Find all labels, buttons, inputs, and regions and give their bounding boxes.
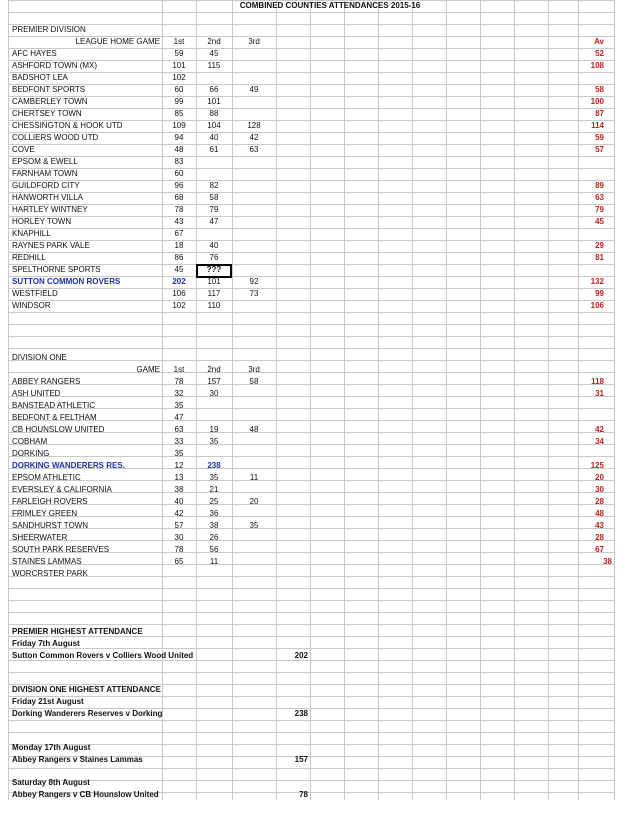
extra1-date: Monday 17th August [12,743,91,752]
premier-row-club: COVE [12,145,35,154]
div1-row-g2: 56 [209,545,219,554]
premier-row-g2: 76 [209,253,219,262]
premier-highest-heading: PREMIER HIGHEST ATTENDANCE [12,627,143,636]
premier-row-avg: 45 [595,217,604,226]
premier-row-g1: 109 [172,121,186,130]
div1-highest-value: 238 [294,709,308,718]
div1-header-g3: 3rd [248,365,260,374]
div1-row-avg: 34 [595,437,604,446]
premier-row-avg: 108 [590,61,604,70]
extra2-value: 78 [299,790,308,799]
div1-row-g1: 42 [174,509,184,518]
premier-row-g1: 18 [174,241,184,250]
div1-row-g2: 30 [209,389,219,398]
div1-row-g1: 35 [174,401,184,410]
premier-row-g2: 88 [209,109,219,118]
premier-row-g1: 60 [174,85,184,94]
div1-header-g2: 2nd [207,365,221,374]
grid-hline [8,768,614,769]
premier-row-club: SUTTON COMMON ROVERS [12,277,121,286]
div1-row-club: DORKING WANDERERS RES. [12,461,125,470]
premier-row-club: COLLIERS WOOD UTD [12,133,99,142]
div1-row-g1: 33 [174,437,184,446]
premier-row-g3: 73 [249,289,259,298]
premier-row-g1: 101 [172,61,186,70]
div1-row-avg: 118 [591,377,604,386]
div1-row-g2: 38 [209,521,219,530]
div1-row-avg: 30 [595,485,604,494]
div1-row-g2: 238 [207,461,221,470]
div1-row-g2: 25 [209,497,219,506]
div1-row-club: COBHAM [12,437,48,446]
premier-row-avg: 87 [595,109,604,118]
premier-row-g1: 96 [174,181,184,190]
div1-row-g3: 11 [249,473,259,482]
premier-row-g3: 42 [249,133,259,142]
div1-row-g3: 58 [249,377,259,386]
grid-hline [8,612,614,613]
premier-row-club: KNAPHILL [12,229,51,238]
grid-hline [8,336,614,337]
div1-row-g1: 12 [174,461,184,470]
extra1-match: Abbey Rangers v Staines Lammas [12,755,143,764]
premier-row-club: AFC HAYES [12,49,57,58]
grid-hline [8,360,614,361]
div1-row-avg: 28 [595,533,604,542]
premier-row-club: BADSHOT LEA [12,73,68,82]
grid-hline [8,324,614,325]
premier-row-g3: 49 [249,85,259,94]
premier-header-g2: 2nd [207,37,221,46]
premier-row-g2: 104 [207,121,221,130]
premier-row-g1: 43 [174,217,184,226]
premier-row-g2: 79 [209,205,219,214]
div1-row-club: ABBEY RANGERS [12,377,81,386]
div1-row-g3: 35 [249,521,259,530]
div1-row-club: WORCRSTER PARK [12,569,88,578]
premier-row-g2: 115 [207,61,221,70]
grid-vline [614,0,615,800]
premier-row-avg: 89 [595,181,604,190]
extra2-match: Abbey Rangers v CB Hounslow United [12,790,159,799]
premier-highest-value: 202 [294,651,308,660]
div1-row-club: FARLEIGH ROVERS [12,497,88,506]
premier-heading: PREMIER DIVISION [12,25,86,34]
premier-row-avg: 100 [590,97,604,106]
div1-row-g3: 20 [249,497,259,506]
grid-hline [8,600,614,601]
premier-row-club: FARNHAM TOWN [12,169,78,178]
premier-row-g2: 101 [207,277,221,286]
premier-row-club: CHERTSEY TOWN [12,109,82,118]
premier-row-g2: 40 [209,133,219,142]
premier-row-g1: 68 [174,193,184,202]
premier-row-club: CHESSINGTON & HOOK UTD [12,121,123,130]
premier-row-g2: 40 [209,241,219,250]
div1-row-g2: 36 [209,509,219,518]
premier-row-g3: 128 [247,121,261,130]
sheet-title: COMBINED COUNTIES ATTENDANCES 2015-16 [239,1,421,10]
premier-row-club: HARTLEY WINTNEY [12,205,88,214]
div1-row-g1: 65 [174,557,184,566]
premier-row-avg: 99 [595,289,604,298]
div1-row-g1: 32 [174,389,184,398]
div1-row-club: EPSOM ATHLETIC [12,473,81,482]
div1-row-g2: 21 [209,485,219,494]
premier-row-g1: 202 [172,277,186,286]
premier-row-g1: 59 [174,49,184,58]
premier-row-club: BEDFONT SPORTS [12,85,86,94]
missing-value-box [196,264,232,278]
grid-hline [8,780,614,781]
div1-row-club: FRIMLEY GREEN [12,509,78,518]
premier-row-g2: 61 [209,145,219,154]
premier-row-g1: 83 [174,157,184,166]
premier-row-avg: 29 [595,241,604,250]
premier-header-label: LEAGUE HOME GAME [75,37,160,46]
premier-row-avg: 63 [595,193,604,202]
div1-highest-heading: DIVISION ONE HIGHEST ATTENDANCE [12,685,161,694]
premier-row-club: HORLEY TOWN [12,217,72,226]
premier-row-club: CAMBERLEY TOWN [12,97,88,106]
div1-row-g2: 26 [209,533,219,542]
div1-row-avg: 125 [590,461,604,470]
div1-row-g1: 47 [174,413,184,422]
grid-hline [8,648,614,649]
div1-row-g2: 11 [209,557,219,566]
div1-row-avg: 38 [603,557,612,566]
premier-row-g1: 60 [174,169,184,178]
grid-hline [8,720,614,721]
premier-row-club: GUILDFORD CITY [12,181,80,190]
grid-hline [8,732,614,733]
div1-row-avg: 28 [595,497,604,506]
premier-row-club: WINDSOR [12,301,51,310]
premier-highest-date: Friday 7th August [12,639,80,648]
premier-row-g1: 94 [174,133,184,142]
div1-row-g2: 157 [207,377,221,386]
grid-hline [8,12,614,13]
premier-row-club: REDHILL [12,253,46,262]
premier-row-club: EPSOM & EWELL [12,157,78,166]
premier-row-avg: 59 [595,133,604,142]
premier-row-g1: 85 [174,109,184,118]
div1-row-g1: 63 [174,425,184,434]
grid-hline [8,672,614,673]
grid-hline [8,696,614,697]
div1-row-club: SOUTH PARK RESERVES [12,545,110,554]
premier-row-avg: 106 [590,301,604,310]
div1-row-avg: 42 [595,425,604,434]
div1-row-club: SHEERWATER [12,533,68,542]
div1-row-g2: 35 [209,437,219,446]
premier-row-g1: 45 [174,265,184,274]
premier-row-g1: 48 [174,145,184,154]
grid-hline [8,24,614,25]
div1-row-g1: 13 [174,473,184,482]
div1-row-g1: 78 [174,545,184,554]
div1-row-avg: 31 [595,389,604,398]
premier-row-g2: 110 [207,301,221,310]
premier-row-g3: 63 [249,145,259,154]
div1-row-g2: 19 [209,425,219,434]
premier-row-g1: 86 [174,253,184,262]
div1-row-avg: 67 [595,545,604,554]
div1-row-g3: 48 [249,425,259,434]
premier-row-avg: 114 [591,121,604,130]
premier-row-g2: 45 [209,49,219,58]
div1-heading: DIVISION ONE [12,353,67,362]
div1-row-avg: 48 [595,509,604,518]
premier-row-g2: 58 [209,193,219,202]
premier-row-avg: 81 [595,253,604,262]
premier-row-avg: 57 [595,145,604,154]
premier-row-club: RAYNES PARK VALE [12,241,90,250]
div1-row-avg: 43 [595,521,604,530]
premier-row-avg: 58 [595,85,604,94]
div1-header-g1: 1st [173,365,185,374]
premier-row-g1: 99 [174,97,184,106]
premier-header-g1: 1st [173,37,185,46]
premier-row-club: SPELTHORNE SPORTS [12,265,101,274]
premier-row-g1: 106 [172,289,186,298]
premier-row-avg: 52 [595,49,604,58]
div1-row-club: BEDFONT & FELTHAM [12,413,97,422]
div1-row-club: CB HOUNSLOW UNITED [12,425,105,434]
grid-hline [8,744,614,745]
premier-row-g1: 67 [174,229,184,238]
premier-row-g2: 117 [207,289,221,298]
premier-row-g2: ??? [206,265,222,274]
div1-row-g1: 38 [174,485,184,494]
div1-row-g1: 40 [174,497,184,506]
extra1-value: 157 [294,755,308,764]
div1-row-club: DORKING [12,449,50,458]
div1-row-g1: 35 [174,449,184,458]
premier-row-club: WESTFIELD [12,289,58,298]
premier-row-club: ASHFORD TOWN (MX) [12,61,98,70]
div1-row-club: EVERSLEY & CALIFORNIA [12,485,112,494]
div1-row-g1: 30 [174,533,184,542]
div1-row-club: STAINES LAMMAS [12,557,82,566]
premier-row-g2: 47 [209,217,219,226]
div1-row-club: SANDHURST TOWN [12,521,89,530]
premier-row-g2: 66 [209,85,219,94]
premier-highest-match: Sutton Common Rovers v Colliers Wood United [12,651,194,660]
div1-highest-match: Dorking Wanderers Reserves v Dorking [12,709,163,718]
grid-hline [8,588,614,589]
div1-row-avg: 20 [595,473,604,482]
grid-hline [8,624,614,625]
div1-row-g1: 57 [174,521,184,530]
div1-row-g1: 78 [174,377,184,386]
premier-row-g2: 82 [209,181,219,190]
div1-row-club: BANSTEAD ATHLETIC [12,401,95,410]
premier-row-avg: 132 [590,277,604,286]
grid-hline [8,312,614,313]
premier-header-avg: Av [594,37,604,46]
extra2-date: Saturday 8th August [12,778,90,787]
premier-row-avg: 79 [595,205,604,214]
div1-row-club: ASH UNITED [12,389,61,398]
premier-header-g3: 3rd [248,37,260,46]
premier-row-g1: 102 [172,73,186,82]
grid-hline [8,348,614,349]
div1-header-label: GAME [136,365,160,374]
premier-row-club: HANWORTH VILLA [12,193,83,202]
premier-row-g1: 78 [174,205,184,214]
div1-row-g2: 35 [209,473,219,482]
premier-row-g2: 101 [207,97,221,106]
premier-row-g1: 102 [172,301,186,310]
div1-highest-date: Friday 21st August [12,697,84,706]
premier-row-g3: 92 [249,277,259,286]
